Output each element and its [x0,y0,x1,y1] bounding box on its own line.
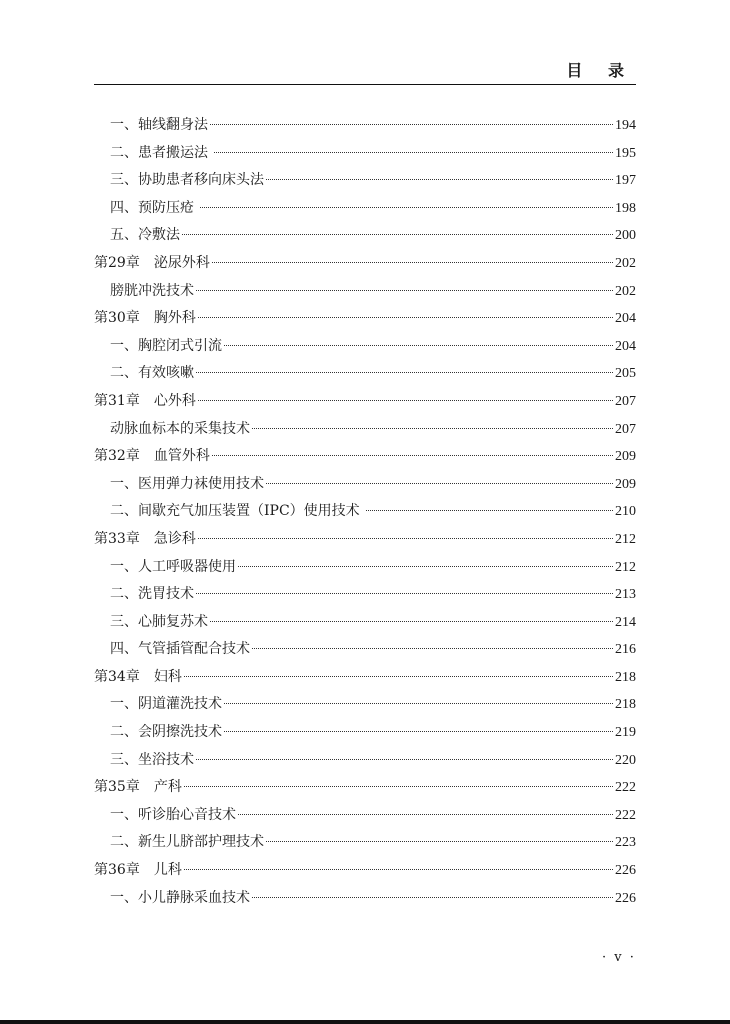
toc-section-entry [94,335,636,363]
toc-section-entry [94,749,636,777]
chapter-number: 第34章 [94,668,140,685]
toc-page-number: 205 [615,366,636,382]
toc-section-entry [94,362,636,390]
toc-page-number: 204 [615,311,636,327]
page-header-title: 目 录 [566,61,634,80]
chapter-title: 泌尿外科 [153,254,210,271]
toc-section-entry [94,556,636,584]
toc-page-number: 200 [615,228,636,244]
dot-leader [214,152,613,153]
dot-leader [184,786,613,787]
toc-page-number: 204 [615,338,636,354]
toc-chapter-entry [94,666,636,694]
chapter-number: 第36章 [94,862,140,879]
toc-chapter-entry [94,307,636,335]
section-title: 一、人工呼吸器使用 [110,558,236,575]
toc-page-number: 195 [615,145,636,161]
toc-page-number: 213 [615,587,636,603]
header-rule [94,84,636,85]
dot-leader [224,703,613,704]
dot-leader [196,593,613,594]
toc-page-number: 214 [615,614,636,630]
toc-page-number: 212 [615,531,636,547]
dot-leader [224,345,613,346]
toc-page-number: 197 [615,173,636,189]
toc-section-entry [94,169,636,197]
dot-leader [198,317,613,318]
dot-leader [184,869,613,870]
toc-section-entry [94,583,636,611]
toc-chapter-entry [94,445,636,473]
dot-leader [212,455,613,456]
toc-chapter-entry [94,390,636,418]
toc-section-entry [94,500,636,528]
toc-page-number: 194 [615,118,636,133]
toc-page-number: 222 [615,780,636,796]
toc-chapter-entry [94,252,636,280]
dot-leader [184,676,613,677]
section-title: 动脉血标本的采集技术 [110,420,250,437]
section-title: 四、预防压疮 [110,199,199,216]
bottom-border [0,1020,730,1024]
toc-page-number: 210 [615,504,636,520]
chapter-number: 第32章 [94,448,140,465]
chapter-title: 心外科 [153,392,196,409]
dot-leader [212,262,613,263]
section-title: 二、会阴擦洗技术 [110,724,222,741]
chapter-title: 血管外科 [153,448,210,465]
chapter-number: 第35章 [94,779,140,796]
toc-page-number: 216 [615,642,636,658]
section-title: 膀胱冲洗技术 [110,282,194,299]
toc-chapter-entry [94,776,636,804]
chapter-title: 儿科 [153,862,182,879]
section-title: 一、医用弹力袜使用技术 [110,475,264,492]
section-title: 一、听诊胎心音技术 [110,806,236,823]
chapter-title: 胸外科 [153,310,196,327]
toc-page-number: 209 [615,449,636,465]
dot-leader [266,483,613,484]
chapter-number: 第30章 [94,310,140,327]
toc-section-entry [94,831,636,859]
dot-leader [366,510,613,511]
dot-leader [182,234,613,235]
section-title: 一、轴线翻身法 [110,117,208,133]
dot-leader [196,290,613,291]
section-title: 三、坐浴技术 [110,751,194,768]
dot-leader [210,124,613,125]
chapter-title: 产科 [153,779,182,796]
toc-page-number: 218 [615,669,636,685]
toc-section-entry [94,721,636,749]
toc-page-number: 207 [615,393,636,409]
section-title: 三、协助患者移向床头法 [110,172,264,189]
toc-section-entry [94,114,636,142]
toc-page-number: 222 [615,807,636,823]
dot-leader [266,841,613,842]
toc-section-entry [94,638,636,666]
page-number: · v · [602,950,636,965]
dot-leader [238,566,613,567]
toc-page-number: 212 [615,559,636,575]
chapter-number: 第29章 [94,254,140,271]
dot-leader [252,897,613,898]
dot-leader [210,621,613,622]
toc-page-number: 202 [615,283,636,299]
toc-page-number: 209 [615,476,636,492]
toc-page-number: 226 [615,863,636,879]
section-title: 四、气管插管配合技术 [110,641,250,658]
chapter-number: 第33章 [94,530,140,547]
dot-leader [252,428,613,429]
toc-page-number: 226 [615,890,636,906]
toc-section-entry [94,224,636,252]
dot-leader [266,179,613,180]
toc-section-entry [94,693,636,721]
toc-chapter-entry [94,859,636,887]
dot-leader [238,814,613,815]
section-title: 二、有效咳嗽 [110,365,194,382]
toc-section-entry [94,142,636,170]
toc-page-number: 223 [615,835,636,851]
dot-leader [252,648,613,649]
dot-leader [224,731,613,732]
toc-chapter-entry [94,528,636,556]
dot-leader [198,538,613,539]
chapter-number: 第31章 [94,392,140,409]
toc-section-entry [94,804,636,832]
table-of-contents [94,114,636,914]
section-title: 二、间歇充气加压装置（IPC）使用技术 [110,503,365,520]
toc-page-number: 198 [615,200,636,216]
section-title: 一、小儿静脉采血技术 [110,889,250,906]
toc-section-entry [94,611,636,639]
section-title: 三、心肺复苏术 [110,613,208,630]
toc-page-number: 220 [615,752,636,768]
section-title: 一、胸腔闭式引流 [110,337,222,354]
toc-page-number: 202 [615,255,636,271]
dot-leader [198,400,613,401]
toc-section-entry [94,280,636,308]
toc-page-number: 218 [615,697,636,713]
section-title: 五、冷敷法 [110,227,180,244]
section-title: 二、患者搬运法 [110,144,213,161]
dot-leader [196,372,613,373]
toc-page-number: 219 [615,725,636,741]
toc-section-entry [94,473,636,501]
chapter-title: 妇科 [153,668,182,685]
toc-section-entry [94,197,636,225]
dot-leader [196,759,613,760]
toc-section-entry [94,418,636,446]
toc-section-entry [94,887,636,915]
section-title: 二、新生儿脐部护理技术 [110,834,264,851]
section-title: 二、洗胃技术 [110,586,194,603]
chapter-title: 急诊科 [153,530,196,547]
dot-leader [200,207,613,208]
section-title: 一、阴道灌洗技术 [110,696,222,713]
toc-page-number: 207 [615,421,636,437]
